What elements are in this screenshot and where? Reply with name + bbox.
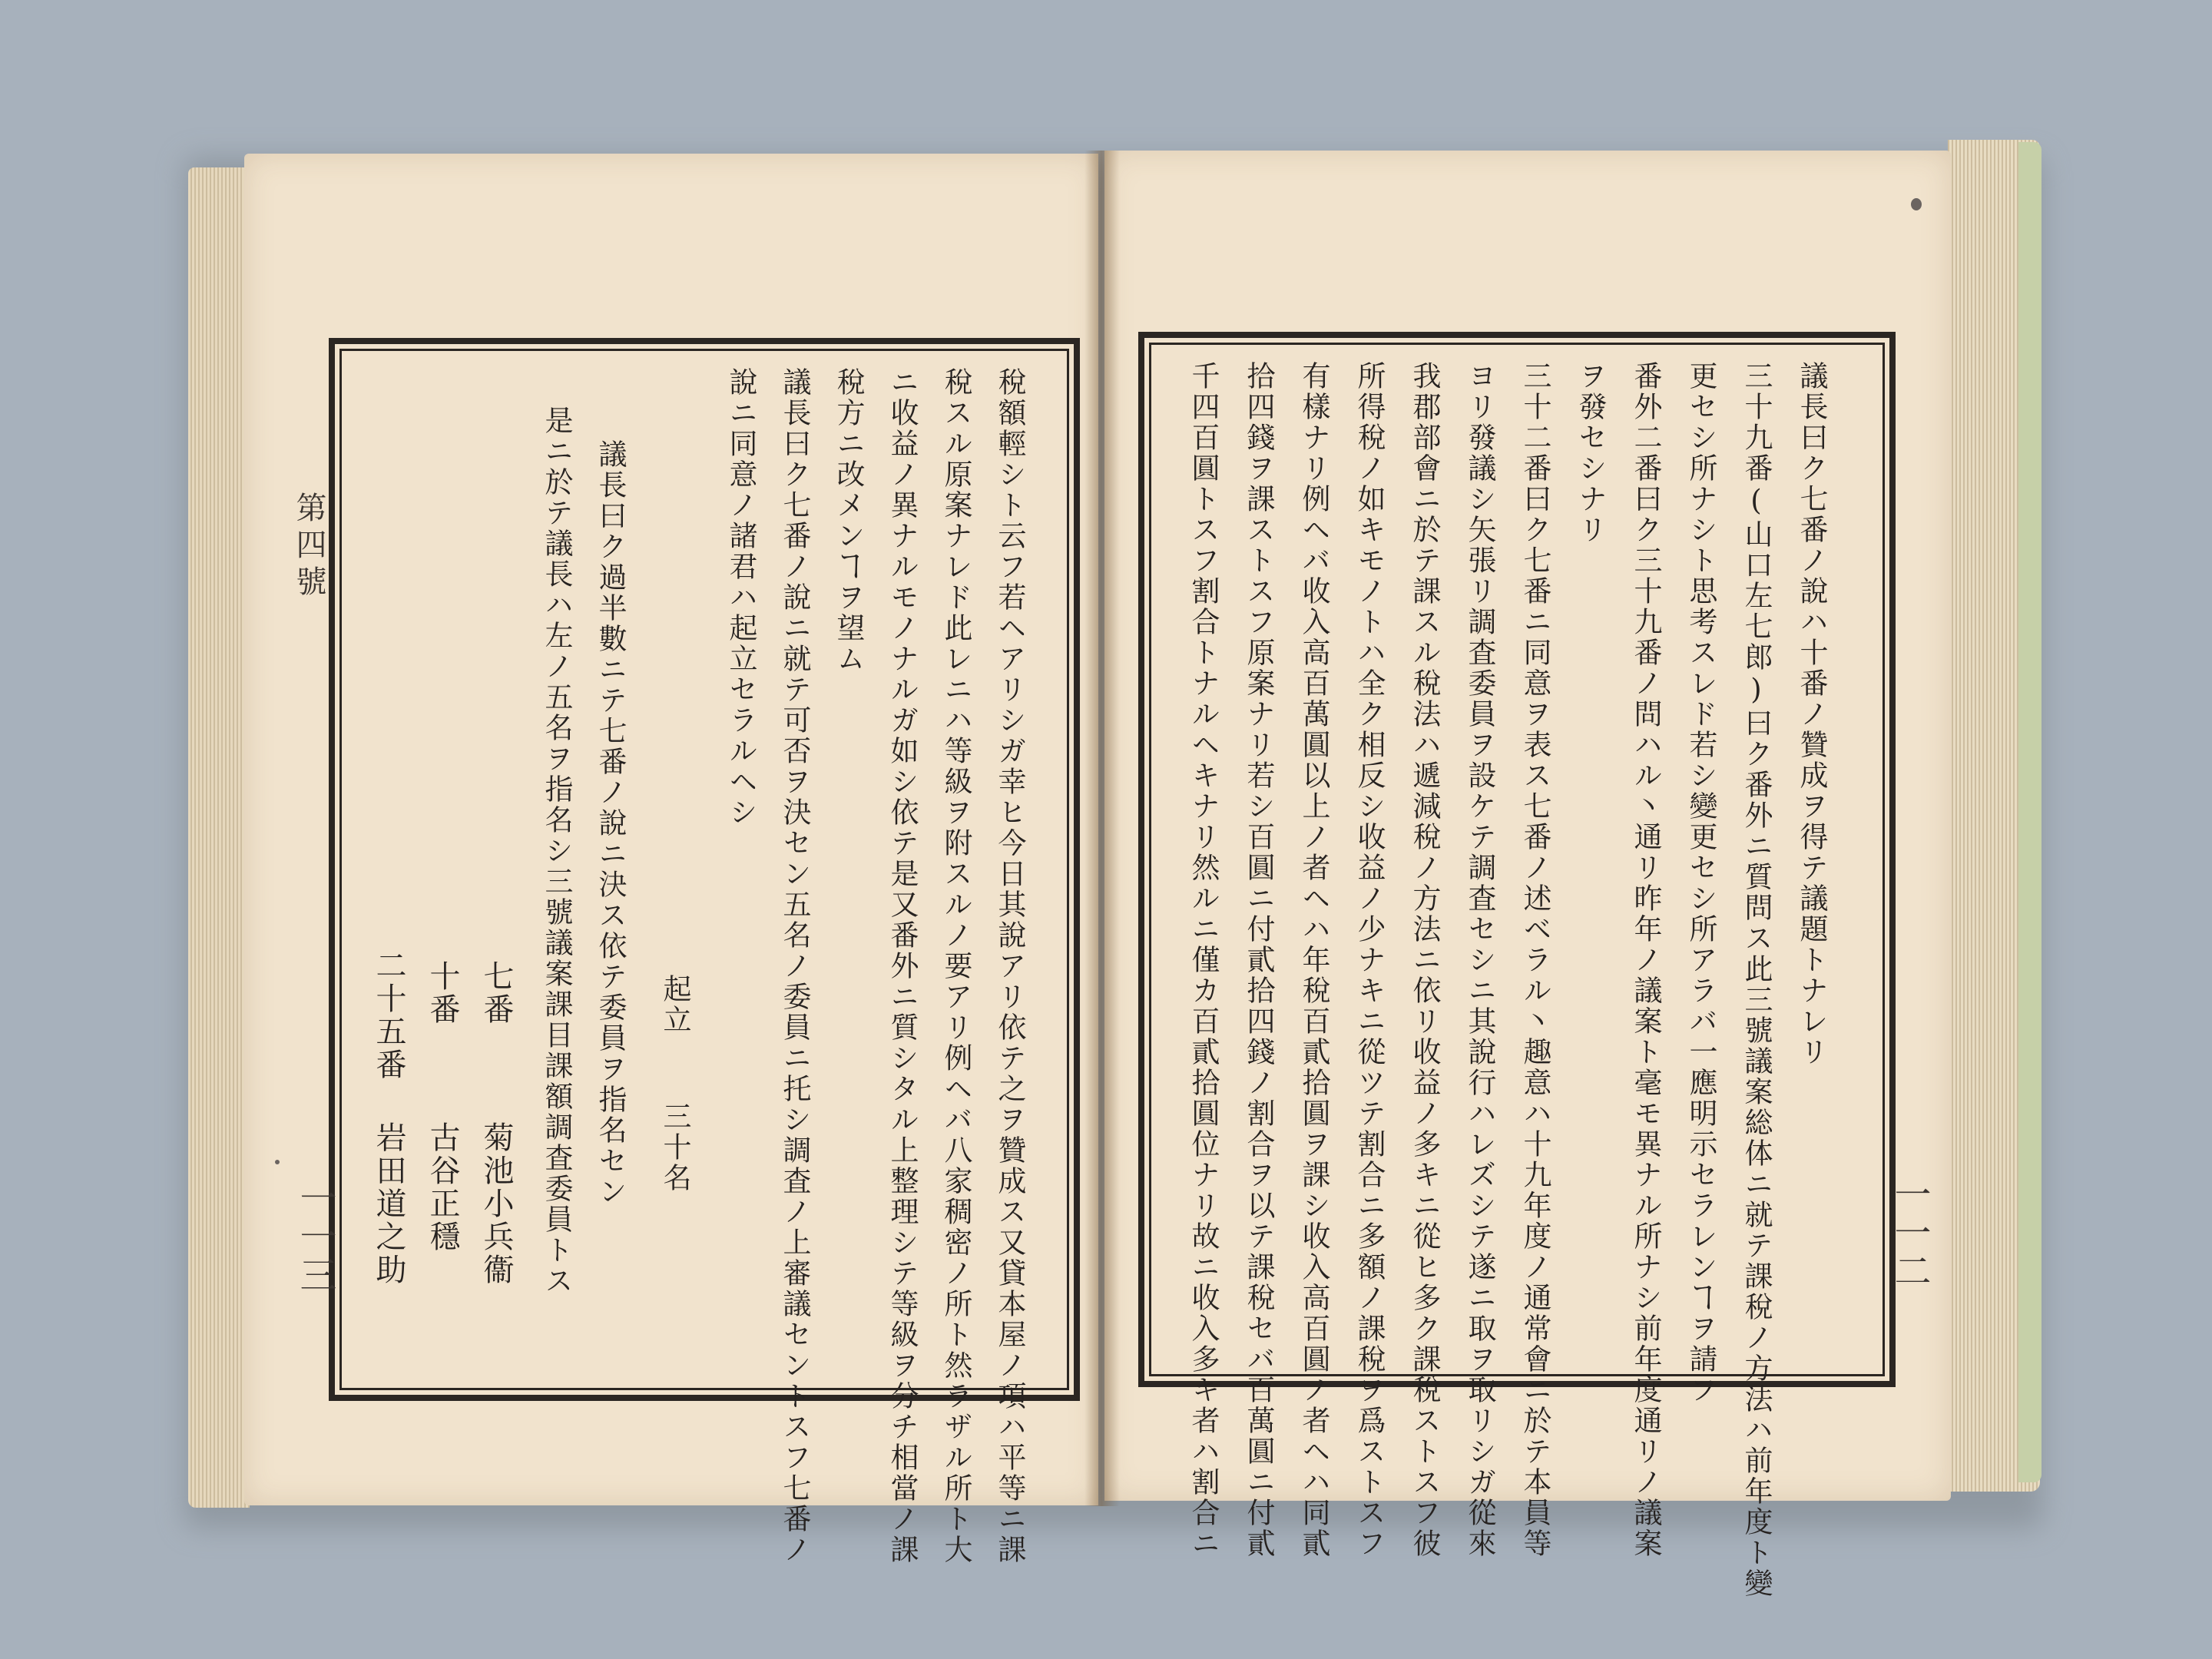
left-column-6: 說ニ同意ノ諸君ハ起立セラルヘシ xyxy=(724,367,757,828)
vote-count: 三十名 xyxy=(658,1101,691,1194)
left-column-5: 議長曰ク七番ノ說ニ就テ可否ヲ決セン五名ノ委員ニ托シ調査ノ上審議セントスフ七番ノ xyxy=(778,367,811,1565)
vote-label: 起立 xyxy=(658,974,691,1035)
left-column-1: 稅額輕シト云フ若ヘアリシガ幸ヒ今日其說アリ依テ之ヲ贊成ス又貸本屋ノ項ハ平等ニ課 xyxy=(993,367,1026,1565)
member-name: 菊池小兵衞 xyxy=(478,1121,514,1286)
ink-speck xyxy=(1911,198,1922,210)
right-column-1: 議長曰ク七番ノ說ハ十番ノ贊成ヲ得テ議題トナレリ xyxy=(1795,361,1828,1068)
member-number: 十番 xyxy=(425,960,460,1026)
member-number: 七番 xyxy=(478,960,514,1026)
right-column-10: 有樣ナリ例ヘバ收入高百萬圓以上ノ者ヘハ年稅百貳拾圓ヲ課シ收入高百圓ノ者ヘハ同貳 xyxy=(1297,361,1330,1559)
right-column-7: ヨリ發議シ矢張リ調査委員ヲ設ケテ調査セシニ其說行ハレズシテ遂ニ取ヲ取リシガ從來 xyxy=(1463,361,1496,1559)
left-column-8: 是ニ於テ議長ハ左ノ五名ヲ指名シ三號議案課目課額調査委員トス xyxy=(540,406,573,1296)
issue-header: 第四號 xyxy=(291,492,326,602)
right-column-2: 三十九番(山口左七郎)曰ク番外ニ質問ス此三號議案総体ニ就テ課稅ノ方法ハ前年度ト變 xyxy=(1740,361,1773,1599)
right-column-9: 所得稅ノ如キモノトハ全ク相反シ收益ノ少ナキニ從ツテ割合ニ多額ノ課稅ヲ爲ストスフ xyxy=(1353,361,1386,1559)
right-column-5: ヲ發セシナリ xyxy=(1574,361,1607,545)
left-column-4: 稅方ニ改メンヿヲ望ム xyxy=(832,367,865,674)
right-column-6: 三十二番曰ク七番ニ同意ヲ表ス七番ノ述ベラル丶趣意ハ十九年度ノ通常會ニ於テ本員等 xyxy=(1518,361,1551,1559)
right-column-8: 我郡部會ニ於テ課スル稅法ハ遞減稅ノ方法ニ依リ收益ノ多キニ從ヒ多ク課稅ストスフ彼 xyxy=(1408,361,1441,1559)
left-page-number: 一一三 xyxy=(293,1179,336,1294)
right-column-3: 更セシ所ナシト思考スレド若シ變更セシ所アラバ一應明示セラレンヿヲ請フ xyxy=(1684,361,1717,1406)
back-cover-edge xyxy=(2018,142,2041,1482)
book-gutter xyxy=(1084,151,1120,1506)
member-name: 岩田道之助 xyxy=(371,1121,406,1286)
left-column-3: ニ收益ノ異ナルモノナルガ如シ依テ是又番外ニ質シタル上整理シテ等級ヲ分チ相當ノ課 xyxy=(886,367,919,1565)
left-page-edges xyxy=(188,167,250,1508)
ink-speck xyxy=(275,1160,280,1164)
member-name: 古谷正穩 xyxy=(425,1121,460,1253)
right-column-4: 番外二番曰ク三十九番ノ問ハル丶通リ昨年ノ議案ト毫モ異ナル所ナシ前年度通リノ議案 xyxy=(1629,361,1662,1559)
right-column-11: 拾四錢ヲ課ストスフ原案ナリ若シ百圓ニ付貳拾四錢ノ割合ヲ以テ課稅セバ百萬圓ニ付貳 xyxy=(1242,361,1275,1559)
left-column-2: 稅スル原案ナレド此レニハ等級ヲ附スルノ要アリ例ヘバ八家稠密ノ所ト然ラザル所ト大 xyxy=(939,367,972,1565)
right-column-12: 千四百圓トスフ割合トナルヘキナリ然ルニ僅カ百貳拾圓位ナリ故ニ收入多キ者ハ割合ニ xyxy=(1187,361,1220,1559)
member-number: 二十五番 xyxy=(371,949,406,1081)
right-page-number: 一一二 xyxy=(1888,1175,1931,1290)
left-column-7: 議長曰ク過半數ニテ七番ノ說ニ決ス依テ委員ヲ指名セン xyxy=(594,439,627,1207)
